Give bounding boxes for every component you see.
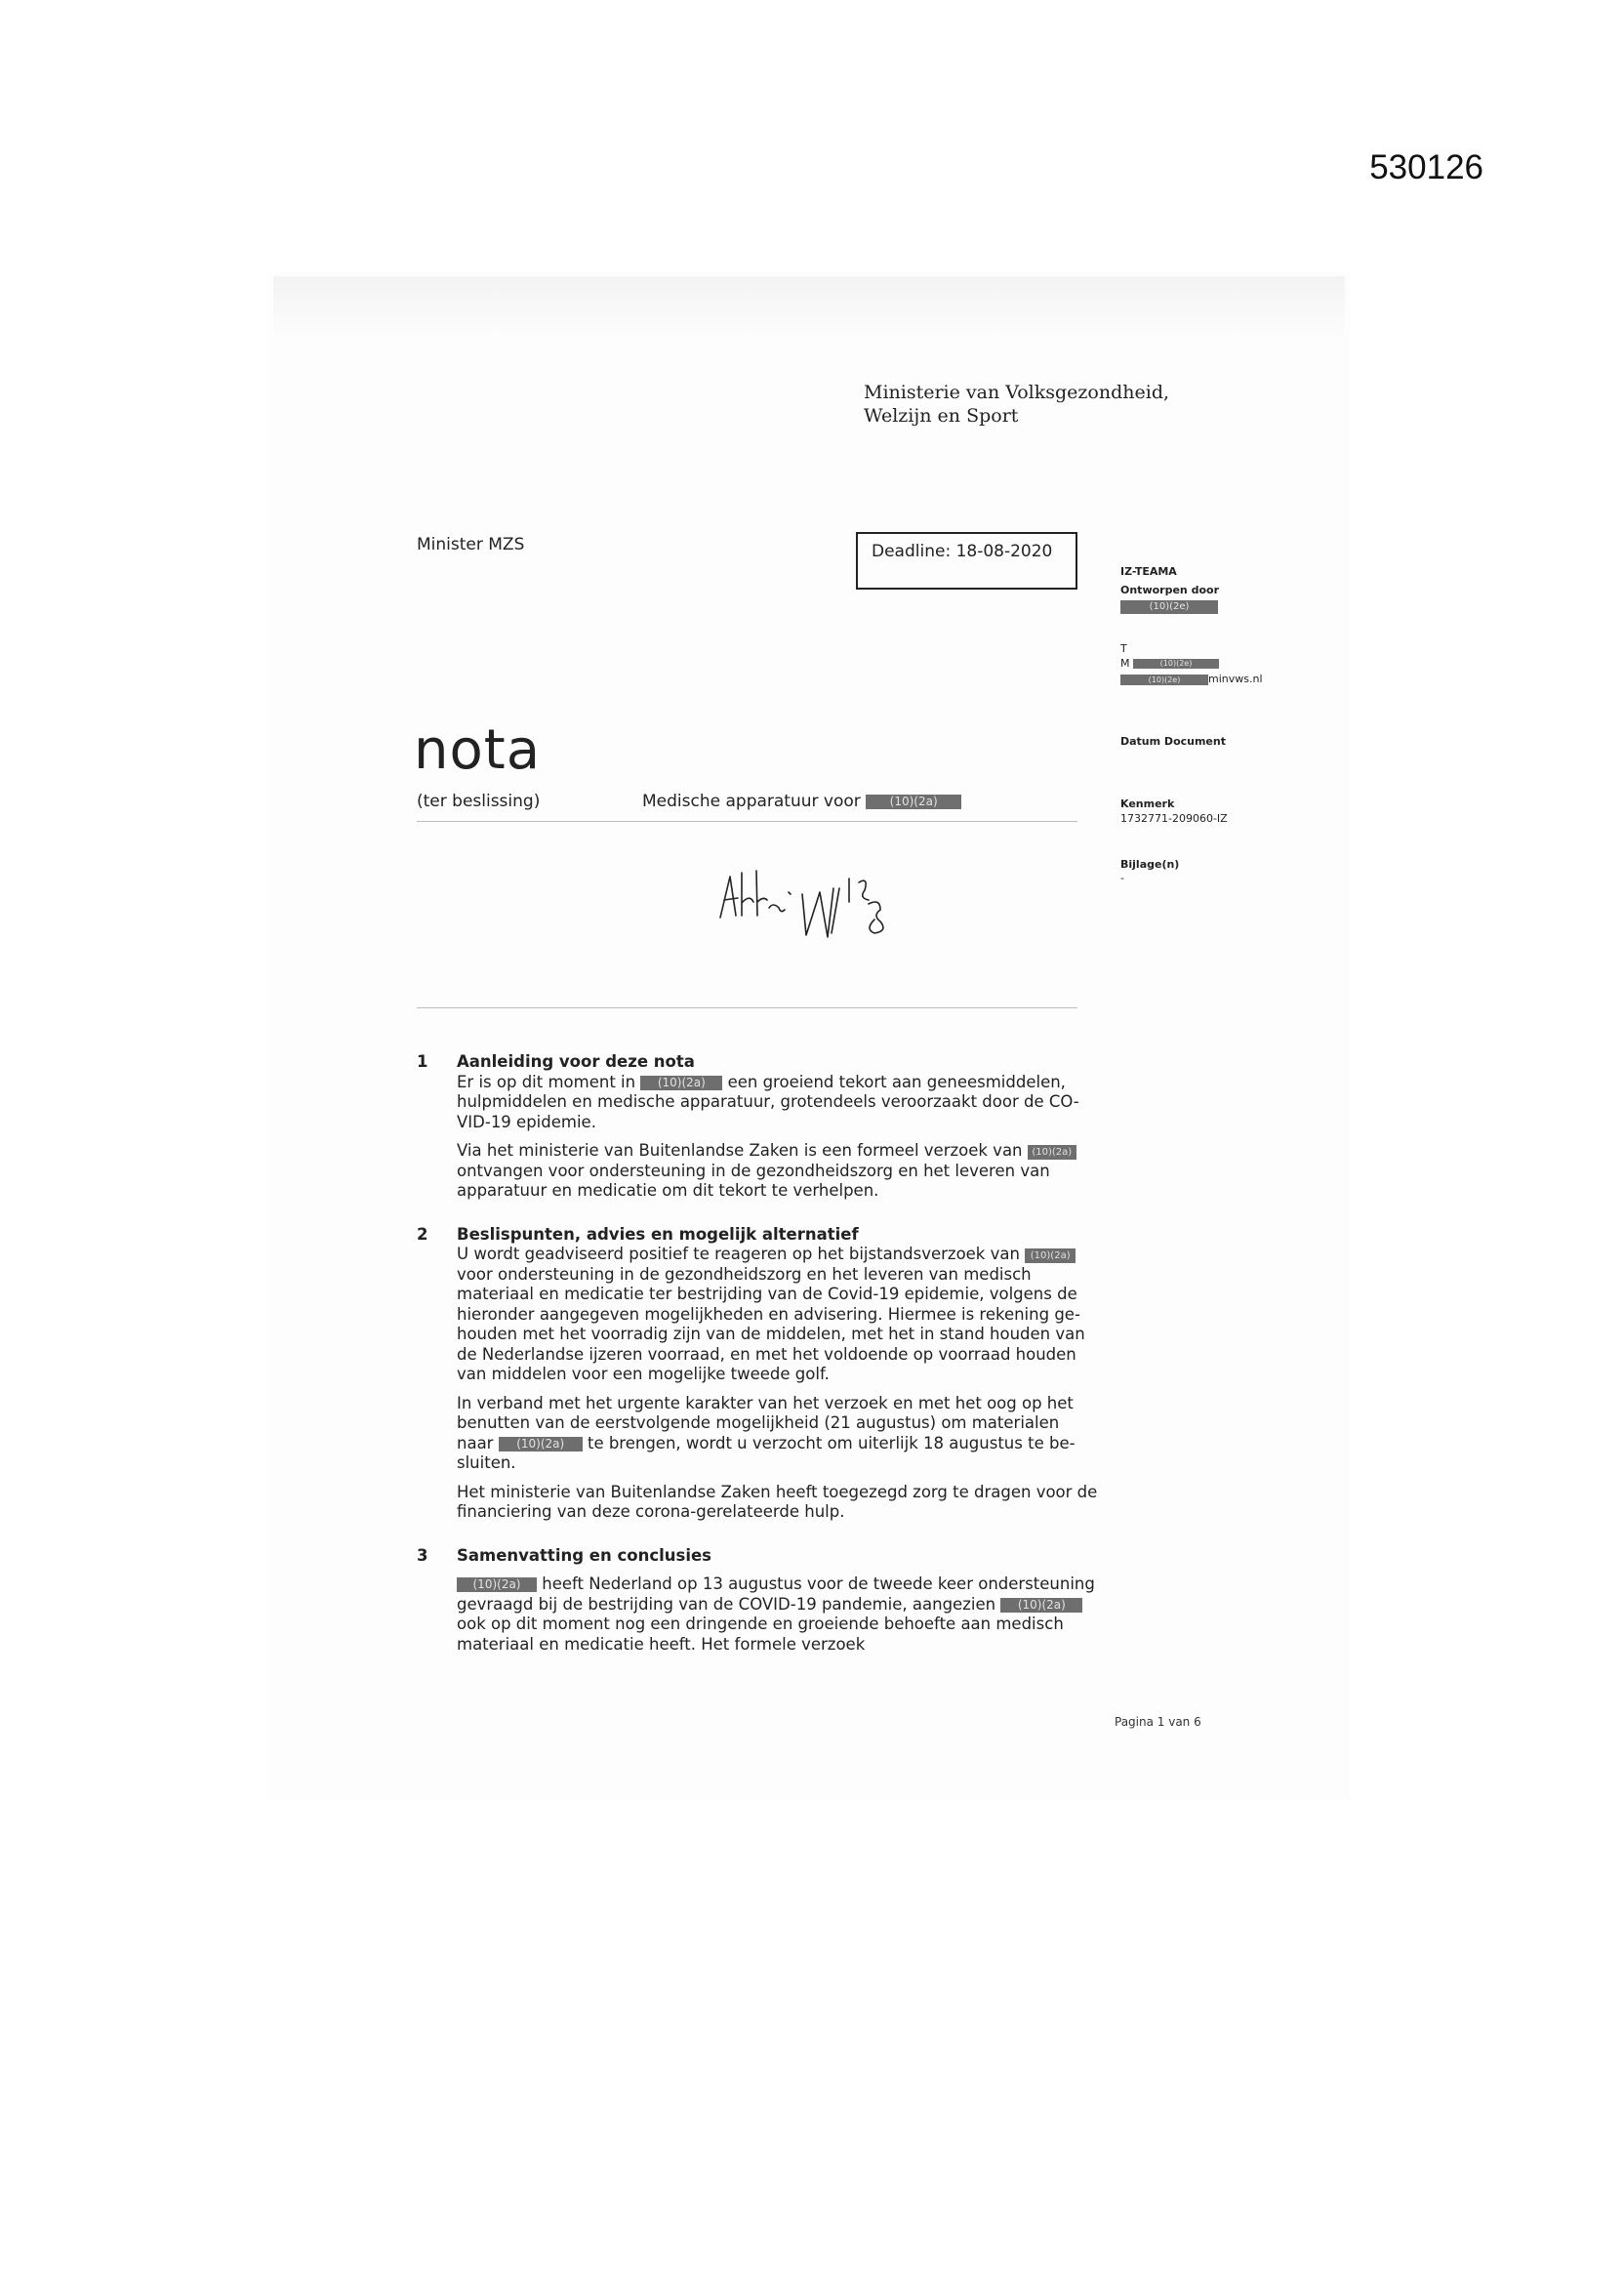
email-suffix: minvws.nl (1208, 673, 1263, 685)
deadline-box (856, 532, 1077, 590)
scan-shadow (273, 276, 1345, 335)
signature-drawing (712, 859, 908, 942)
section-1 (417, 1052, 1100, 1202)
text-run: te brengen, wordt u verzocht om uiterlijk 18 augustus te be-sluiten. (457, 1433, 1076, 1472)
document-subtitle: (ter beslissing) (417, 792, 541, 811)
section-title: Beslispunten, advies en mogelijk alternatief (457, 1224, 859, 1244)
attachments-label: Bijlage(n) (1120, 858, 1180, 871)
text-run: ook op dit moment nog een dringende en groeiende behoefte aan medisch materiaal en medicatie heeft. Het formele verzoek (457, 1615, 1064, 1654)
subject-prefix: Medische apparatuur voor (642, 792, 861, 811)
team-name: IZ-TEAMA (1120, 565, 1177, 578)
section-number: 1 (417, 1052, 428, 1071)
divider-top (417, 821, 1077, 822)
redaction-box: (10)(2a) (1025, 1248, 1076, 1263)
redaction-box: (10)(2a) (640, 1076, 722, 1090)
ministry-name-line2: Welzijn en Sport (864, 405, 1019, 427)
redaction-box: (10)(2a) (457, 1577, 537, 1592)
section-title: Samenvatting en conclusies (457, 1545, 711, 1565)
email-row (1120, 672, 1263, 686)
handwritten-signature (712, 859, 908, 942)
divider-bottom (417, 1007, 1077, 1008)
reference-label: Kenmerk (1120, 797, 1175, 810)
redaction-box: (10)(2e) (1133, 659, 1219, 669)
phone-m-label: M (1120, 657, 1130, 670)
reference-value: 1732771-209060-IZ (1120, 812, 1228, 825)
section-paragraph (457, 1141, 1100, 1202)
redaction-box: (10)(2e) (1120, 600, 1218, 614)
ministry-name-line1: Ministerie van Volksgezondheid, (864, 382, 1170, 403)
section-3 (417, 1546, 1100, 1656)
text-run: In verband met het urgente karakter van het verzoek en met het oog op het benutten van de eerstvolgende mogelijkheid (21 augustus) om materialen naar (457, 1393, 1074, 1452)
addressee: Minister MZS (417, 535, 525, 554)
section-paragraph (457, 1245, 1100, 1385)
page-number-footer: Pagina 1 van 6 (1115, 1715, 1201, 1729)
section-2 (417, 1225, 1100, 1523)
section-paragraph: Het ministerie van Buitenlandse Zaken heeft toegezegd zorg te dragen voor de financiering van deze corona-gerelateerde hulp. (457, 1482, 1098, 1521)
page-id-number: 530126 (1369, 148, 1483, 186)
section-number: 3 (417, 1545, 428, 1565)
phone-m-row (1120, 656, 1219, 671)
deadline-text: Deadline: 18-08-2020 (872, 542, 1053, 561)
redaction-box: (10)(2e) (1120, 675, 1208, 685)
section-paragraph (457, 1394, 1100, 1474)
attachments-value: - (1120, 872, 1124, 884)
section-title: Aanleiding voor deze nota (457, 1052, 695, 1071)
document-title: nota (414, 718, 542, 782)
text-run: Er is op dit moment in (457, 1072, 636, 1091)
text-run: U wordt geadviseerd positief te reageren op het bijstandsverzoek van (457, 1245, 1020, 1263)
section-paragraph (457, 1574, 1100, 1655)
redaction-box: (10)(2a) (866, 795, 961, 809)
text-run: heeft Nederland op 13 augustus voor de tweede keer ondersteuning gevraagd bij de bestrijding van de COVID-19 pandemie, aangezien (457, 1574, 1095, 1614)
text-run: Via het ministerie van Buitenlandse Zaken is een formeel verzoek van (457, 1141, 1023, 1160)
ministry-letterhead (864, 381, 1169, 428)
document-subject (642, 792, 961, 811)
section-number: 2 (417, 1224, 428, 1244)
section-paragraph (457, 1073, 1100, 1133)
text-run: voor ondersteuning in de gezondheidszorg en het leveren van medisch materiaal en medicatie ter bestrijding van de Covid-19 epidemie, volgens de hieronder aangegeven mogelijkheden en advisering. Hiermee is rekening ge-houden met het voorradig zijn van de middelen, met het in stand houden van de Nederlandse ijzeren voorraad, en met het voldoende op voorraad houden van middelen voor een mogelijke tweede golf. (457, 1264, 1085, 1383)
designed-by-label: Ontworpen door (1120, 584, 1219, 596)
redaction-box: (10)(2a) (1028, 1145, 1076, 1160)
designed-by-redaction (1120, 599, 1218, 614)
redaction-box: (10)(2a) (1000, 1598, 1082, 1613)
text-run: een groeiend tekort aan geneesmiddelen, hulpmiddelen en medische apparatuur, grotendeels veroorzaakt door de CO-VID-19 epidemie. (457, 1072, 1079, 1131)
text-run: ontvangen voor ondersteuning in de gezondheidszorg en het leveren van apparatuur en medicatie om dit tekort te verhelpen. (457, 1161, 1050, 1200)
note-sections (417, 1052, 1100, 1663)
phone-t-label: T (1120, 642, 1127, 655)
document-date-label: Datum Document (1120, 735, 1226, 748)
redaction-box: (10)(2a) (499, 1437, 583, 1452)
